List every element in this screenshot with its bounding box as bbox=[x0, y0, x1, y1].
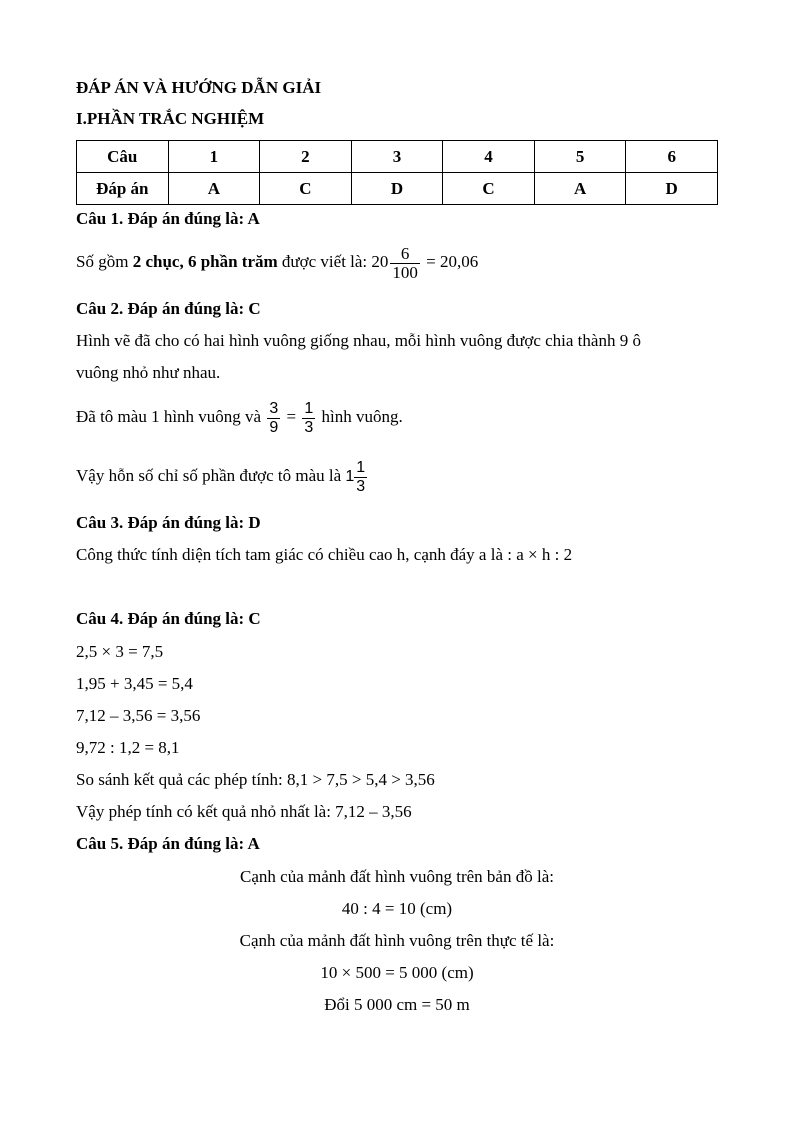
table-row bbox=[77, 141, 718, 173]
q4-line: 7,12 – 3,56 = 3,56 bbox=[76, 706, 201, 725]
q4-line: 2,5 × 3 = 7,5 bbox=[76, 642, 164, 661]
q5-line: Cạnh của mảnh đất hình vuông trên bản đồ là: bbox=[240, 867, 554, 886]
q5-title: Câu 5. Đáp án đúng là: A bbox=[76, 834, 260, 853]
table-cell: 4 bbox=[443, 141, 535, 173]
table-row bbox=[77, 173, 718, 205]
page-heading: ĐÁP ÁN VÀ HƯỚNG DẪN GIẢI bbox=[76, 78, 322, 97]
table-cell: D bbox=[626, 173, 718, 205]
q5-line: 10 × 500 = 5 000 (cm) bbox=[320, 963, 474, 982]
table-cell: 1 bbox=[168, 141, 260, 173]
fraction-numerator: 6 bbox=[400, 243, 410, 263]
q5-line: Đổi 5 000 cm = 50 m bbox=[324, 995, 470, 1014]
q1-fraction bbox=[390, 245, 420, 282]
q4-line: 1,95 + 3,45 = 5,4 bbox=[76, 674, 193, 693]
q2-fraction-2 bbox=[302, 400, 315, 437]
q2-line1: Hình vẽ đã cho có hai hình vuông giống nhau, mỗi hình vuông được chia thành 9 ô bbox=[76, 331, 641, 350]
q1-bold: 2 chục, 6 phần trăm bbox=[132, 252, 278, 271]
q3-line1: Công thức tính diện tích tam giác có chiều cao h, cạnh đáy a là : a × h : 2 bbox=[76, 545, 573, 564]
fraction-numerator: 1 bbox=[304, 399, 314, 417]
table-cell: A bbox=[534, 173, 626, 205]
fraction-denominator: 3 bbox=[356, 477, 366, 495]
fraction-numerator: 1 bbox=[356, 458, 366, 476]
q1-result: = 20,06 bbox=[421, 252, 479, 271]
q2-line4-pre: Vậy hỗn số chỉ số phần được tô màu là bbox=[76, 466, 346, 485]
table-cell: Câu bbox=[77, 141, 169, 173]
table-cell: 3 bbox=[351, 141, 443, 173]
q3-title: Câu 3. Đáp án đúng là: D bbox=[76, 513, 261, 532]
table-cell: 6 bbox=[626, 141, 718, 173]
q5-line: 40 : 4 = 10 (cm) bbox=[341, 899, 453, 918]
fraction-numerator: 3 bbox=[269, 399, 279, 417]
q1-title: Câu 1. Đáp án đúng là: A bbox=[76, 209, 260, 228]
q5-line: Cạnh của mảnh đất hình vuông trên thực tế là: bbox=[239, 931, 555, 950]
q2-equals: = bbox=[282, 407, 301, 426]
table-cell: A bbox=[168, 173, 260, 205]
q2-mixed-fraction bbox=[354, 459, 367, 496]
q2-line4 bbox=[76, 456, 369, 497]
answer-table bbox=[76, 140, 718, 205]
q1-whole: 20 bbox=[371, 252, 389, 271]
fraction-denominator: 9 bbox=[269, 418, 279, 436]
table-cell: C bbox=[443, 173, 535, 205]
fraction-denominator: 3 bbox=[304, 418, 314, 436]
q1-mid: được viết là: bbox=[277, 252, 372, 271]
table-cell: Đáp án bbox=[77, 173, 169, 205]
table-cell: C bbox=[260, 173, 352, 205]
fraction-denominator: 100 bbox=[392, 262, 418, 282]
q2-line2: vuông nhỏ như nhau. bbox=[76, 363, 221, 382]
section-title: I.PHẦN TRẮC NGHIỆM bbox=[76, 109, 265, 128]
mixed-whole: 1 bbox=[345, 468, 355, 485]
q2-title: Câu 2. Đáp án đúng là: C bbox=[76, 299, 261, 318]
q2-fraction-1 bbox=[267, 400, 280, 437]
q1-pre: Số gồm bbox=[76, 252, 133, 271]
table-cell: D bbox=[351, 173, 443, 205]
q4-line: 9,72 : 1,2 = 8,1 bbox=[76, 738, 180, 757]
q4-line: Vậy phép tính có kết quả nhỏ nhất là: 7,12 – 3,56 bbox=[76, 802, 412, 821]
q2-line3-post: hình vuông. bbox=[317, 407, 403, 426]
q2-line3-pre: Đã tô màu 1 hình vuông và bbox=[76, 407, 266, 426]
table-cell: 5 bbox=[534, 141, 626, 173]
q1-text bbox=[76, 242, 478, 282]
q4-line: So sánh kết quả các phép tính: 8,1 > 7,5 > 5,4 > 3,56 bbox=[76, 770, 435, 789]
table-cell: 2 bbox=[260, 141, 352, 173]
q4-title: Câu 4. Đáp án đúng là: C bbox=[76, 609, 261, 628]
q2-line3 bbox=[76, 397, 403, 437]
